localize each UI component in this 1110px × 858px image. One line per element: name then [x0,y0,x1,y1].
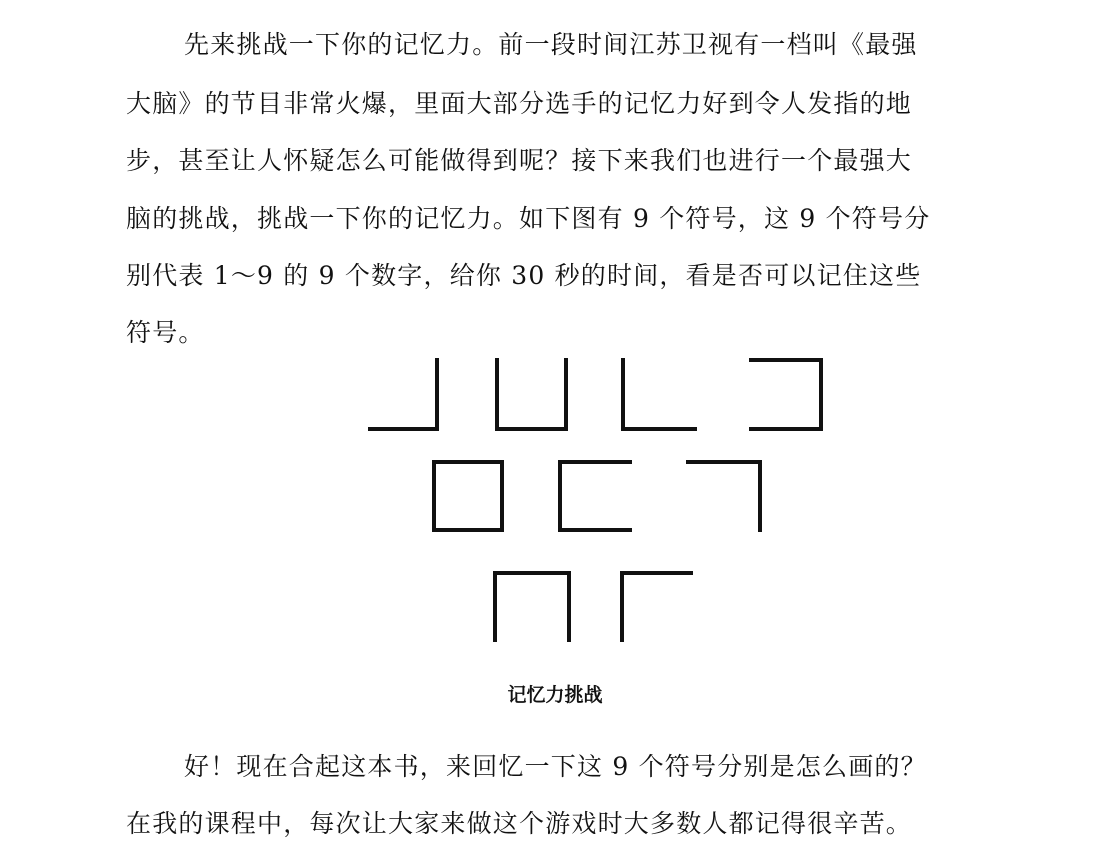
paragraph-1-line-1: 先来挑战一下你的记忆力。前一段时间江苏卫视有一档叫《最强 [184,30,918,59]
symbol-8 [495,573,569,640]
symbol-4 [751,360,821,429]
paragraph-1-line-3: 步，甚至让人怀疑怎么可能做得到呢？接下来我们也进行一个最强大 [126,146,913,175]
paragraph-1-line-6: 符号。 [126,318,205,347]
figure-caption: 记忆力挑战 [507,684,603,706]
symbol-2 [497,360,566,429]
symbol-1 [370,360,437,429]
paragraph-1-line-2: 大脑》的节目非常火爆，里面大部分选手的记忆力好到令人发指的地 [126,89,913,118]
paragraph-2-line-2: 在我的课程中，每次让大家来做这个游戏时大多数人都记得很辛苦。 [126,809,913,838]
symbol-7 [688,462,760,530]
symbol-3 [623,360,695,429]
symbol-9 [622,573,691,640]
symbol-6 [560,462,630,530]
paragraph-1-line-5: 别代表 1～9 的 9 个数字，给你 30 秒的时间，看是否可以记住这些 [126,261,922,290]
paragraph-1-line-4: 脑的挑战，挑战一下你的记忆力。如下图有 9 个符号，这 9 个符号分 [126,204,931,233]
paragraph-2-line-1: 好！现在合起这本书，来回忆一下这 9 个符号分别是怎么画的？ [184,752,927,781]
symbol-5 [434,462,502,530]
